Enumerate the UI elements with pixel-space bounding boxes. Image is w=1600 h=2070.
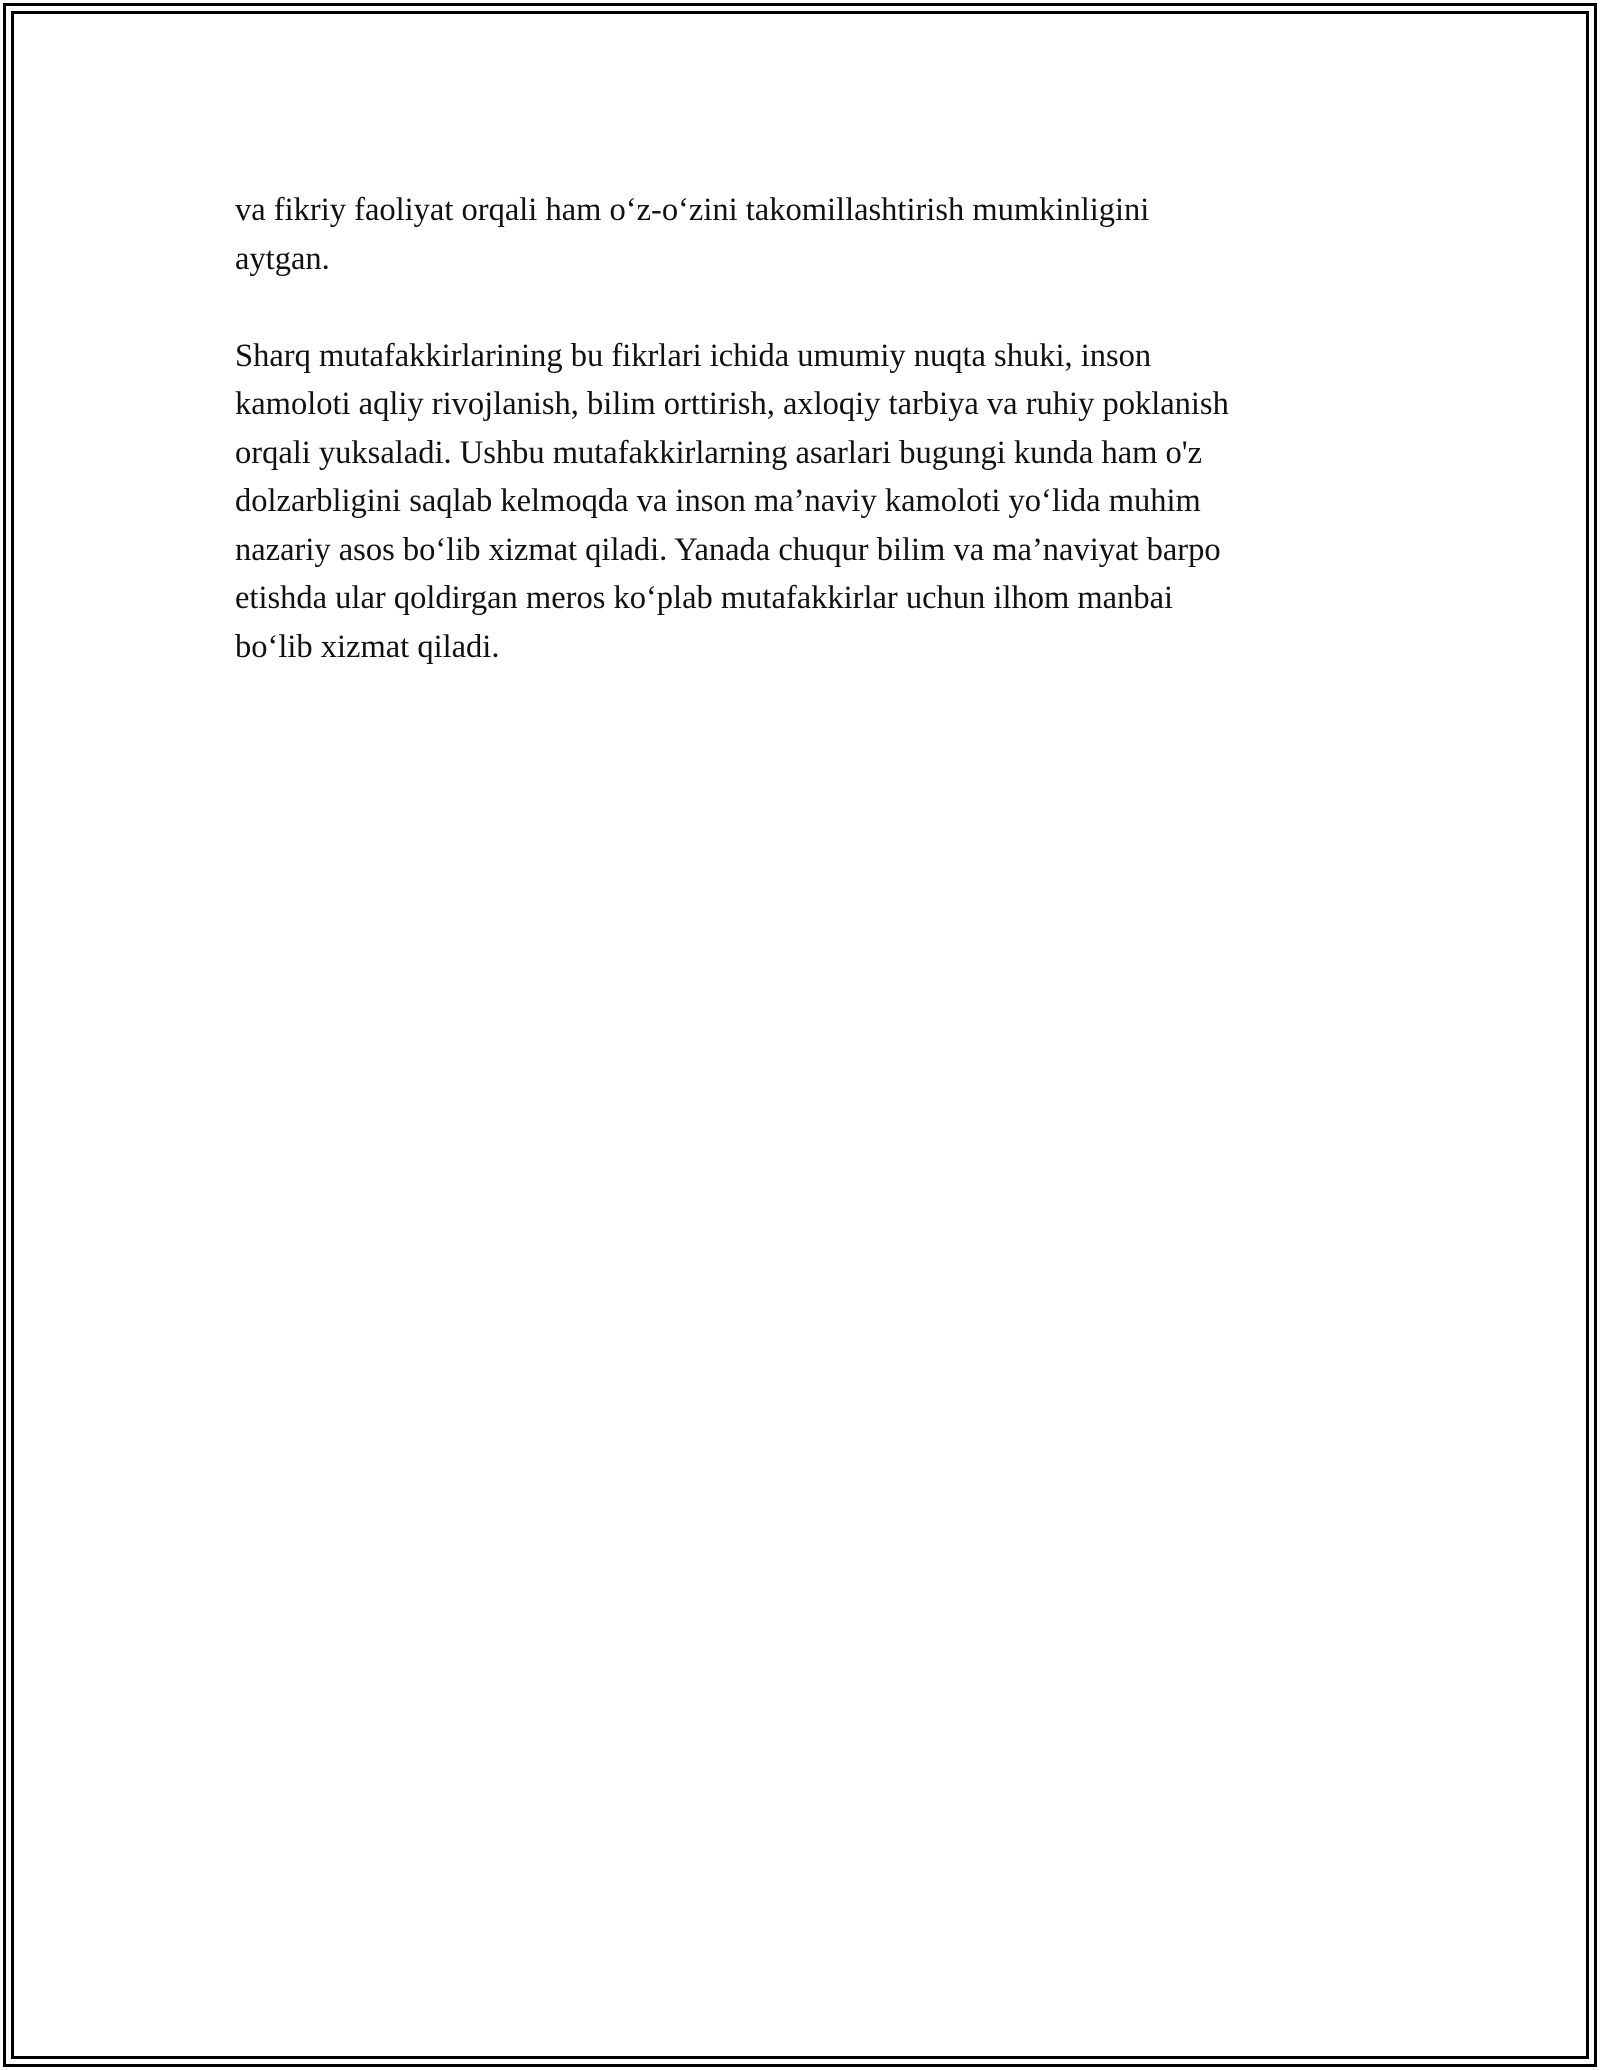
text-line: bo‘lib xizmat qiladi. [235, 628, 500, 665]
text-line: Sharq mutafakkirlarining bu fikrlari ichida umumiy nuqta shuki, inson [235, 337, 1152, 374]
text-line: etishda ular qoldirgan meros ko‘plab mutafakkirlar uchun ilhom manbai [235, 580, 1174, 616]
text-line: orqali yuksaladi. Ushbu mutafakkirlarning asarlari bugungi kunda ham o'z [235, 434, 1203, 471]
paragraph-2 [235, 332, 1385, 672]
text-line: aytgan. [235, 240, 330, 277]
text-line: kamoloti aqliy rivojlanish, bilim orttirish, axloqiy tarbiya va ruhiy poklanish [235, 386, 1229, 422]
paragraph-1 [235, 186, 1385, 283]
text-line: va fikriy faoliyat orqali ham o‘z-o‘zini takomillashtirish mumkinligini [235, 192, 1150, 228]
text-line: dolzarbligini saqlab kelmoqda va inson ma’naviy kamoloti yo‘lida muhim [235, 483, 1201, 519]
text-line: nazariy asos bo‘lib xizmat qiladi. Yanada chuqur bilim va ma’naviyat barpo [235, 531, 1221, 568]
document-body [235, 186, 1385, 671]
